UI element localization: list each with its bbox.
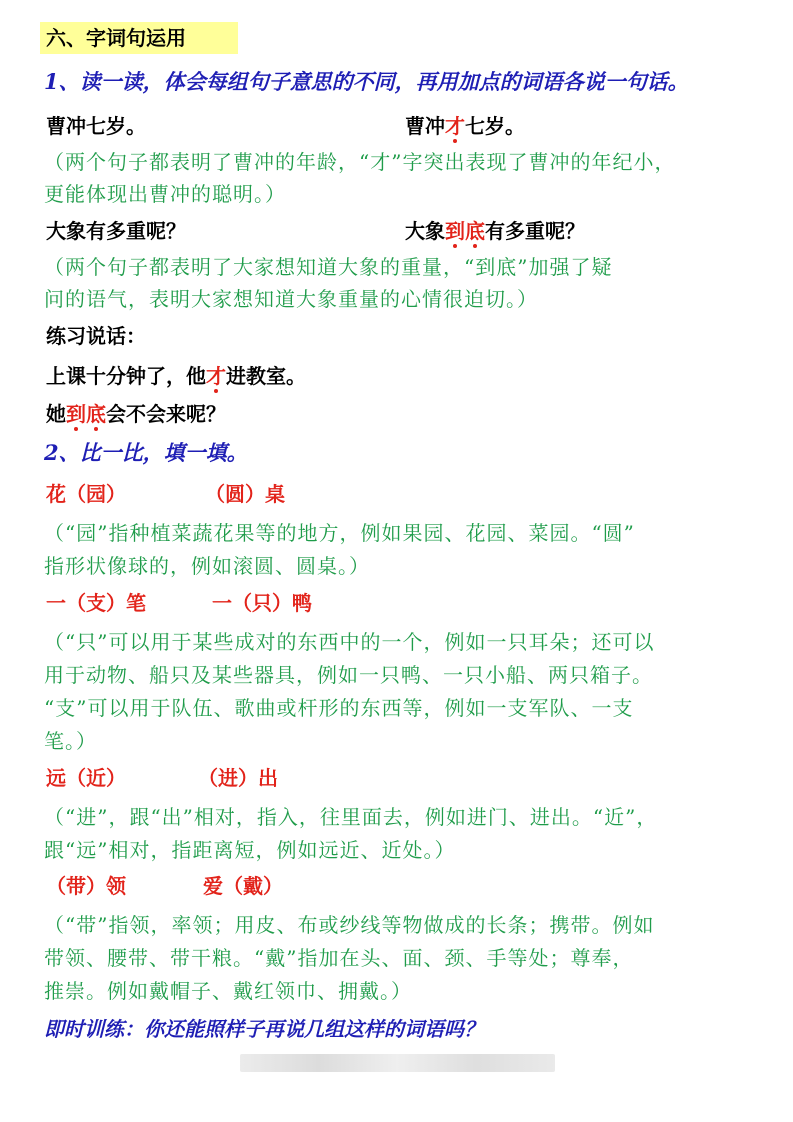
q2-g2-word-b: 一（只）鸭 [212,591,312,615]
q2-g4-note-line3: 推崇。例如戴帽子、戴红领巾、拥戴。） [44,979,412,1003]
q1-instruction: 1、读一读，体会每组句子意思的不同，再用加点的词语各说一句话。 [44,69,689,94]
q2-g3-note-line2: 跟“远”相对，指距离短，例如远近、近处。） [44,838,456,862]
emphasis-dot [94,427,98,431]
q2-g1-note-line2: 指形状像球的，例如滚圆、圆桌。） [44,554,370,578]
highlight-word-di: 底 [465,219,485,243]
q1-pair2-right [405,215,585,244]
q1-pair2-right-pre: 大象 [405,219,445,243]
q2-g4-note-line1: （“带”指领，率领；用皮、布或纱线等物做成的长条；携带。例如 [44,913,655,937]
q1-pair1-left: 曹冲七岁。 [46,114,146,138]
highlight-word-dao: 到 [445,219,465,243]
q2-g2-note-line4: 笔。） [44,729,97,753]
q2-g2-note-line3: “支”可以用于队伍、歌曲或杆形的东西等，例如一支军队、一支 [44,696,634,720]
blurred-watermark [240,1054,555,1072]
emphasis-dot [453,244,457,248]
q1-pair2-right-post: 有多重呢？ [485,219,585,243]
q2-g1-word-a: 花（园） [46,482,126,506]
highlight-word-cai: 才 [445,114,465,138]
q1-pair2-left: 大象有多重呢？ [46,219,186,243]
practice-label: 练习说话： [46,324,146,348]
q2-g2-word-a: 一（支）笔 [46,591,146,615]
emphasis-dot [473,244,477,248]
q2-g4-word-b: 爱（戴） [203,874,283,898]
highlight-word-dao: 到 [66,402,86,426]
q2-g4-note-line2: 带领、腰带、带干粮。“戴”指加在头、面、颈、手等处；尊奉， [44,946,634,970]
q2-g1-note-line1: （“园”指种植菜蔬花果等的地方，例如果园、花园、菜园。“圆” [44,521,635,545]
emphasis-dot [214,389,218,393]
q1-pair2-note-line1: （两个句子都表明了大家想知道大象的重量，“到底”加强了疑 [44,255,613,279]
footer-cut-line: 即时训练：你还能照样子再说几组这样的词语吗？ [44,1017,484,1041]
q1-pair1-right-pre: 曹冲 [405,114,445,138]
q2-g2-note-line2: 用于动物、船只及某些器具，例如一只鸭、一只小船、两只箱子。 [44,663,653,687]
section-title: 六、字词句运用 [40,22,238,54]
highlight-word-di: 底 [86,402,106,426]
q2-g2-note-line1: （“只”可以用于某些成对的东西中的一个，例如一只耳朵；还可以 [44,630,655,654]
emphasis-dot [74,427,78,431]
q2-g1-word-b: （圆）桌 [205,482,285,506]
q1-pair1-note-line2: 更能体现出曹冲的聪明。） [44,182,286,206]
highlight-word-cai: 才 [206,364,226,388]
q1-pair1-right [405,110,525,139]
emphasis-dot [453,139,457,143]
q1-pair1-note-line1: （两个句子都表明了曹冲的年龄，“才”字突出表现了曹冲的年纪小， [44,150,676,174]
q2-g3-word-a: 远（近） [46,766,126,790]
practice-example-1: 上课十分钟了，他才 进教室。 [46,360,306,389]
q2-g3-note-line1: （“进”，跟“出”相对，指入，往里面去，例如进门、进出。“近”， [44,805,658,829]
q1-pair1-right-post: 七岁。 [465,114,525,138]
practice-example-2: 她到 底 会不会来呢？ [46,398,226,427]
q2-instruction: 2、比一比，填一填。 [44,440,248,465]
q2-g4-word-a: （带）领 [46,874,126,898]
q2-g3-word-b: （进）出 [198,766,278,790]
q1-pair2-note-line2: 问的语气，表明大家想知道大象重量的心情很迫切。） [44,287,538,311]
